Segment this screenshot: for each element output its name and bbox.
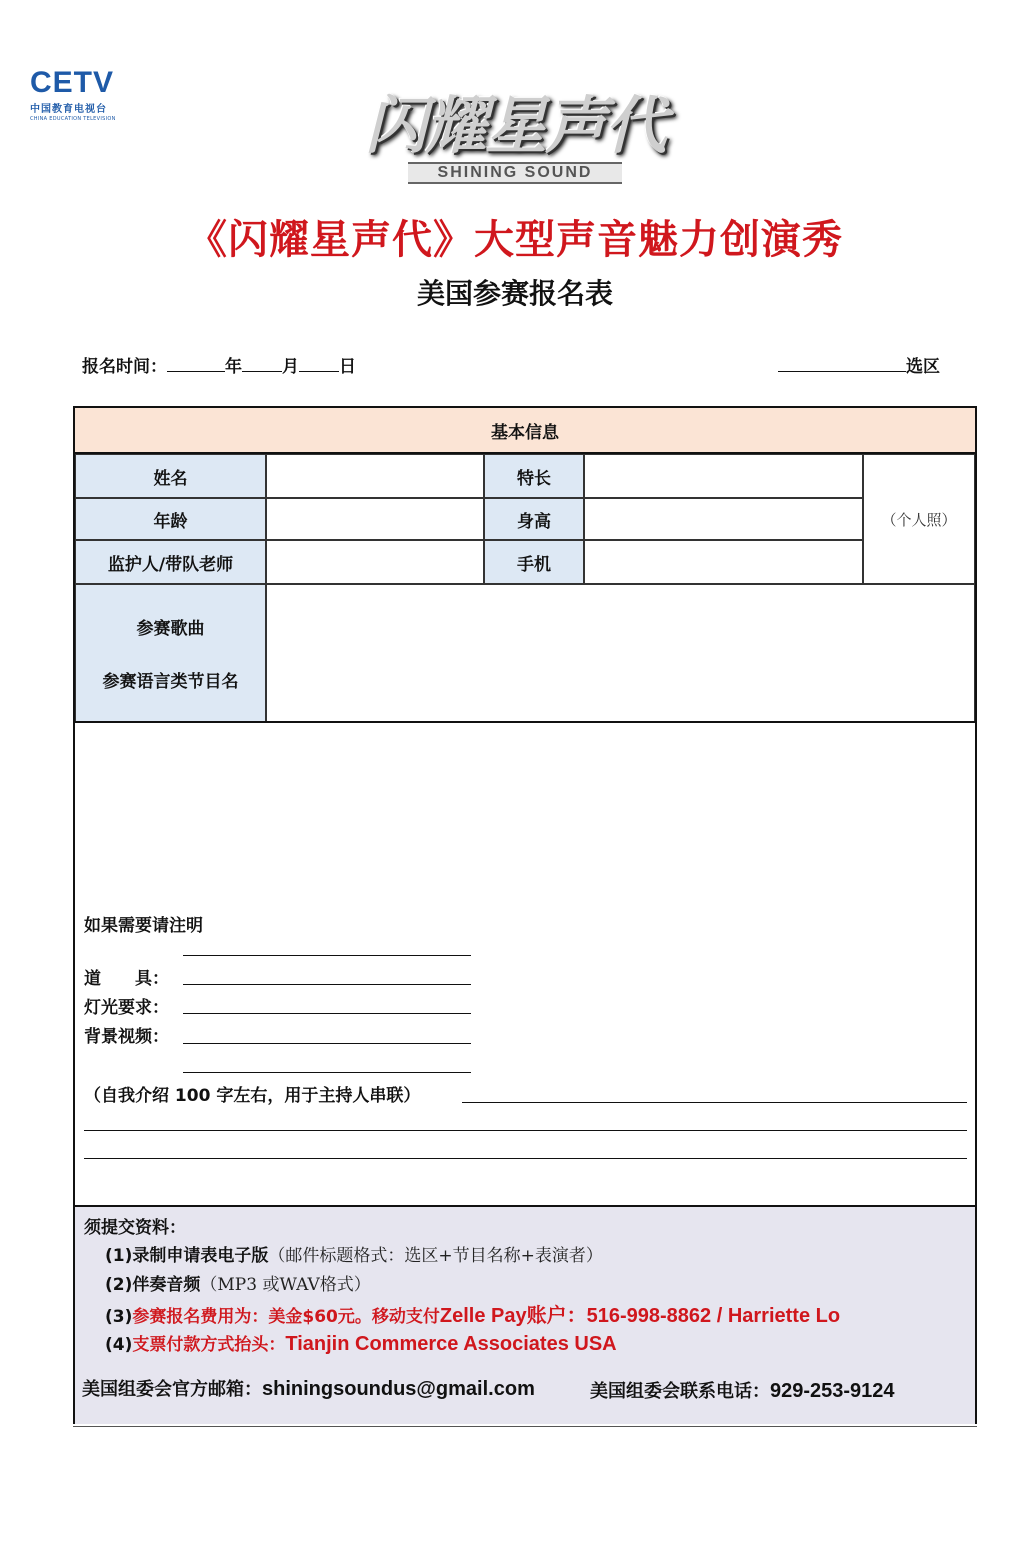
cetv-logo xyxy=(30,68,130,122)
song-input[interactable] xyxy=(266,584,975,722)
video-label: 背景视频： xyxy=(84,1027,169,1047)
item1-note: （邮件标题格式：选区+节目名称+表演者） xyxy=(268,1246,603,1266)
video-input[interactable] xyxy=(183,1043,471,1044)
submission-item-2 xyxy=(105,1270,371,1295)
submission-panel xyxy=(75,1205,975,1424)
item4-num: (4) xyxy=(105,1335,133,1355)
photo-placeholder[interactable]: （个人照） xyxy=(863,454,975,584)
age-label: 年龄 xyxy=(75,498,266,540)
month-label: 月 xyxy=(282,357,299,377)
phone-input[interactable] xyxy=(584,540,863,584)
page-title: 《闪耀星声代》大型声音魅力创演秀 xyxy=(187,217,843,263)
guardian-input[interactable] xyxy=(266,540,484,584)
section-divider xyxy=(75,721,975,723)
notes-heading: 如果需要请注明 xyxy=(84,916,203,936)
item2-note: （MP3 或WAV格式） xyxy=(200,1275,371,1295)
contact-phone xyxy=(590,1377,895,1403)
lighting-input[interactable] xyxy=(183,1013,471,1014)
phone-label: 手机 xyxy=(484,540,584,584)
item3-text: 参赛报名费用为：美金$60元。移动支付 xyxy=(132,1307,440,1327)
registration-date xyxy=(82,352,356,377)
cetv-logo-mark: CETV xyxy=(30,66,115,99)
region-label: 选区 xyxy=(906,357,940,377)
age-input[interactable] xyxy=(266,498,484,540)
height-label: 身高 xyxy=(484,498,584,540)
height-input[interactable] xyxy=(584,498,863,540)
submission-item-3 xyxy=(105,1299,840,1328)
song-program-label xyxy=(75,584,266,722)
day-label: 日 xyxy=(339,357,356,377)
name-input[interactable] xyxy=(266,454,484,498)
extra-line[interactable] xyxy=(183,1072,471,1073)
section-header: 基本信息 xyxy=(75,408,975,454)
item2-main: (2)伴奏音频 xyxy=(105,1275,201,1295)
email-label: 美国组委会官方邮箱： xyxy=(82,1379,262,1400)
month-blank[interactable] xyxy=(242,355,282,372)
item4-text: 支票付款方式抬头： xyxy=(132,1335,286,1355)
year-label: 年 xyxy=(225,357,242,377)
submission-heading: 须提交资料： xyxy=(84,1218,186,1238)
region-blank[interactable] xyxy=(778,355,906,372)
name-label: 姓名 xyxy=(75,454,266,498)
cetv-logo-cn: 中国教育电视台 xyxy=(30,104,107,115)
props-input[interactable] xyxy=(183,984,471,985)
program-label: 参赛语言类节目名 xyxy=(102,672,239,692)
date-label: 报名时间： xyxy=(82,357,167,377)
email-value[interactable]: shiningsoundus@gmail.com xyxy=(262,1378,535,1400)
props-label: 道 具： xyxy=(84,969,169,989)
footer-divider xyxy=(73,1426,977,1427)
notes-line[interactable] xyxy=(183,955,471,956)
page-subtitle: 美国参赛报名表 xyxy=(416,277,613,310)
intro-line-1[interactable] xyxy=(462,1102,967,1103)
intro-line-2[interactable] xyxy=(84,1130,967,1131)
item4-payee: Tianjin Commerce Associates USA xyxy=(285,1333,617,1355)
region-field xyxy=(778,352,940,377)
guardian-label: 监护人/带队老师 xyxy=(75,540,266,584)
submission-item-4 xyxy=(105,1330,617,1356)
show-logo-cn: 闪耀星声代 xyxy=(364,89,665,162)
item1-main: (1)录制申请表电子版 xyxy=(105,1246,269,1266)
intro-line-3[interactable] xyxy=(84,1158,967,1159)
item3-num: (3) xyxy=(105,1307,133,1327)
show-logo-en: SHINING SOUND xyxy=(408,162,622,184)
song-label: 参赛歌曲 xyxy=(136,619,205,639)
year-blank[interactable] xyxy=(167,355,225,372)
submission-item-1 xyxy=(105,1241,603,1266)
contact-phone-label: 美国组委会联系电话： xyxy=(590,1381,770,1402)
contact-phone-value[interactable]: 929-253-9124 xyxy=(770,1380,895,1402)
day-blank[interactable] xyxy=(299,355,339,372)
official-email xyxy=(82,1375,535,1401)
intro-label: （自我介绍 100 字左右，用于主持人串联） xyxy=(84,1086,421,1106)
show-logo xyxy=(348,70,682,194)
cetv-logo-en: CHINA EDUCATION TELEVISION xyxy=(30,116,116,122)
item3-zelle: Zelle Pay账户：516-998-8862 / Harriette Lo xyxy=(439,1305,841,1327)
lighting-label: 灯光要求： xyxy=(84,998,169,1018)
specialty-input[interactable] xyxy=(584,454,863,498)
specialty-label: 特长 xyxy=(484,454,584,498)
